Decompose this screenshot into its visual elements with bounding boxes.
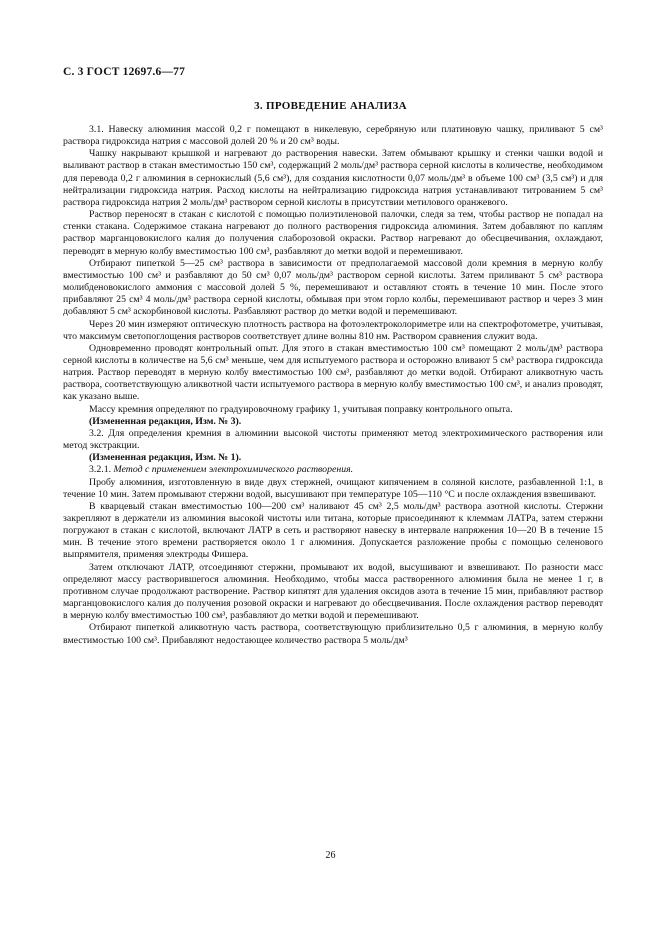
paragraph: Отбирают пипеткой аликвотную часть раствора, соответствующую приблизительно 0,5 г алюминия, в мерную колбу вместимостью 100 см³. Прибавляют недостающее количество раствора 5 моль/дм³ — [63, 622, 603, 646]
paragraph: Массу кремния определяют по градуировочному графику 1, учитывая поправку контрольного опыта. — [89, 403, 513, 415]
subsection-number: 3.2.1. — [89, 464, 112, 476]
paragraph: 3.1. Навеску алюминия массой 0,2 г помещают в никелевую, серебряную или платиновую чашку, приливают 5 см³ раствора гидроксида натрия с массовой долей 20 % и 20 см³ воды. — [63, 124, 603, 148]
paragraph: Отбирают пипеткой 5—25 см³ раствора в зависимости от предполагаемой массовой доли кремния в мерную колбу вместимостью 100 см³ и разбавляют до 50 см³ 0,07 моль/дм³ раствором серной кислоты. Затем приливают 5 см³ раствора молибденовокислого аммония с массовой долей 5 %, перемешивают и оставляют стоять в течение 10 мин. После этого прибавляют 25 см³ 4 моль/дм³ раствора серной кислоты, обмывая при этом горло колбы, перемешивают раствор и через 3 мин добавляют 5 см³ аскорбиновой кислоты. Разбавляют раствор до метки водой и перемешивают. — [63, 257, 603, 318]
paragraph: Через 20 мин измеряют оптическую плотность раствора на фотоэлектроколориметре или на спектрофотометре, учитывая, что максимум светопоглощения растворов соответствует длине волны 810 нм. Раствором сравнения служит вода. — [63, 318, 603, 342]
paragraph: Пробу алюминия, изготовленную в виде двух стержней, очищают кипячением в соляной кислоте, разбавленной 1:1, в течение 10 мин. Затем промывают стержни водой, высушивают при температуре 105—110 °С и после охлаждения взвешивают. — [63, 476, 603, 500]
page-header: С. 3 ГОСТ 12697.6—77 — [63, 66, 186, 78]
paragraph: Раствор переносят в стакан с кислотой с помощью полиэтиленовой палочки, следя за тем, чтобы раствор не попадал на стенки стакана. Содержимое стакана нагревают до полного растворения гидроксида алюминия. Затем добавляют по каплям раствор марганцовокислого калия до получения слаборозовой окраски. Раствор нагревают до обесцвечивания, охлаждают, переводят в мерную колбу вместимостью 100 см³, разбавляют до метки водой и перемешивают. — [63, 209, 603, 257]
amendment-note: (Измененная редакция, Изм. № 1). — [89, 452, 242, 464]
paragraph: Чашку накрывают крышкой и нагревают до растворения навески. Затем обмывают крышку и стенки чашки водой и выливают раствор в стакан вместимостью 150 см³, содержащий 2 моль/дм³ раствора серной кислоты в количестве, необходимом для перевода 0,2 г алюминия в сернокислый (5,6 см³), для создания кислотности 0,07 моль/дм³ в объеме 100 см³ (3,5 см³) и для нейтрализации гидроксида натрия. Расход кислоты на нейтрализацию гидроксида натрия устанавливают титрованием 5 см³ раствора гидроксида натрия 2 моль/дм³ раствором серной кислоты в присутствии метилового оранжевого. — [63, 148, 603, 208]
paragraph: Затем отключают ЛАТР, отсоединяют стержни, промывают их водой, высушивают и взвешивают. По разности масс определяют массу растворившегося алюминия. Необходимо, чтобы масса растворенного алюминия была не менее 1 г, в противном случае продолжают растворение. Раствор кипятят для удаления оксидов азота в течение 15 мин, прибавляют раствор марганцовокислого калия до получения розовой окраски и нагревают до обесцвечивания. После охлаждения раствор переводят в мерную колбу вместимостью 100 см³, разбавляют до метки водой и перемешивают. — [63, 561, 603, 622]
paragraph: В кварцевый стакан вместимостью 100—200 см³ наливают 45 см³ 2,5 моль/дм³ раствора азотной кислоты. Стержни закрепляют в держатели из алюминия высокой чистоты или титана, которые присоединяют к клеммам ЛАТРа, затем стержни погружают в стакан с кислотой, включают ЛАТР в сеть и растворяют навеску в интервале напряжения 10—20 В в течение 15 мин. В течение этого времени растворяется около 1 г алюминия. Допускается разложение пробы с помощью селенового выпрямителя, применяя электроды Фишера. — [63, 500, 603, 561]
paragraph: 3.2. Для определения кремния в алюминии высокой чистоты применяют метод электрохимического растворения или метод экстракции. — [63, 427, 603, 452]
section-title: 3. ПРОВЕДЕНИЕ АНАЛИЗА — [254, 100, 407, 112]
paragraph: Одновременно проводят контрольный опыт. Для этого в стакан вместимостью 100 см³ помещают 2 моль/дм³ раствора серной кислоты в количестве на 5,6 см³ меньше, чем для испытуемого раствора и осторожно вливают 5 см³ раствора гидроксида натрия. Раствор переводят в мерную колбу вместимостью 100 см³, разбавляют до метки водой. Отбирают аликвотную часть раствора, соответствующую аликвотной части испытуемого раствора в мерную колбу вместимостью 100 см³, и анализ проводят, как указано выше. — [63, 342, 603, 403]
page-number: 26 — [325, 850, 336, 861]
document-body — [63, 124, 603, 647]
subsection-heading — [63, 464, 603, 476]
subsection-title: Метод с применением электрохимического растворения. — [113, 464, 354, 476]
amendment-note: (Измененная редакция, Изм. № 3). — [89, 415, 242, 427]
